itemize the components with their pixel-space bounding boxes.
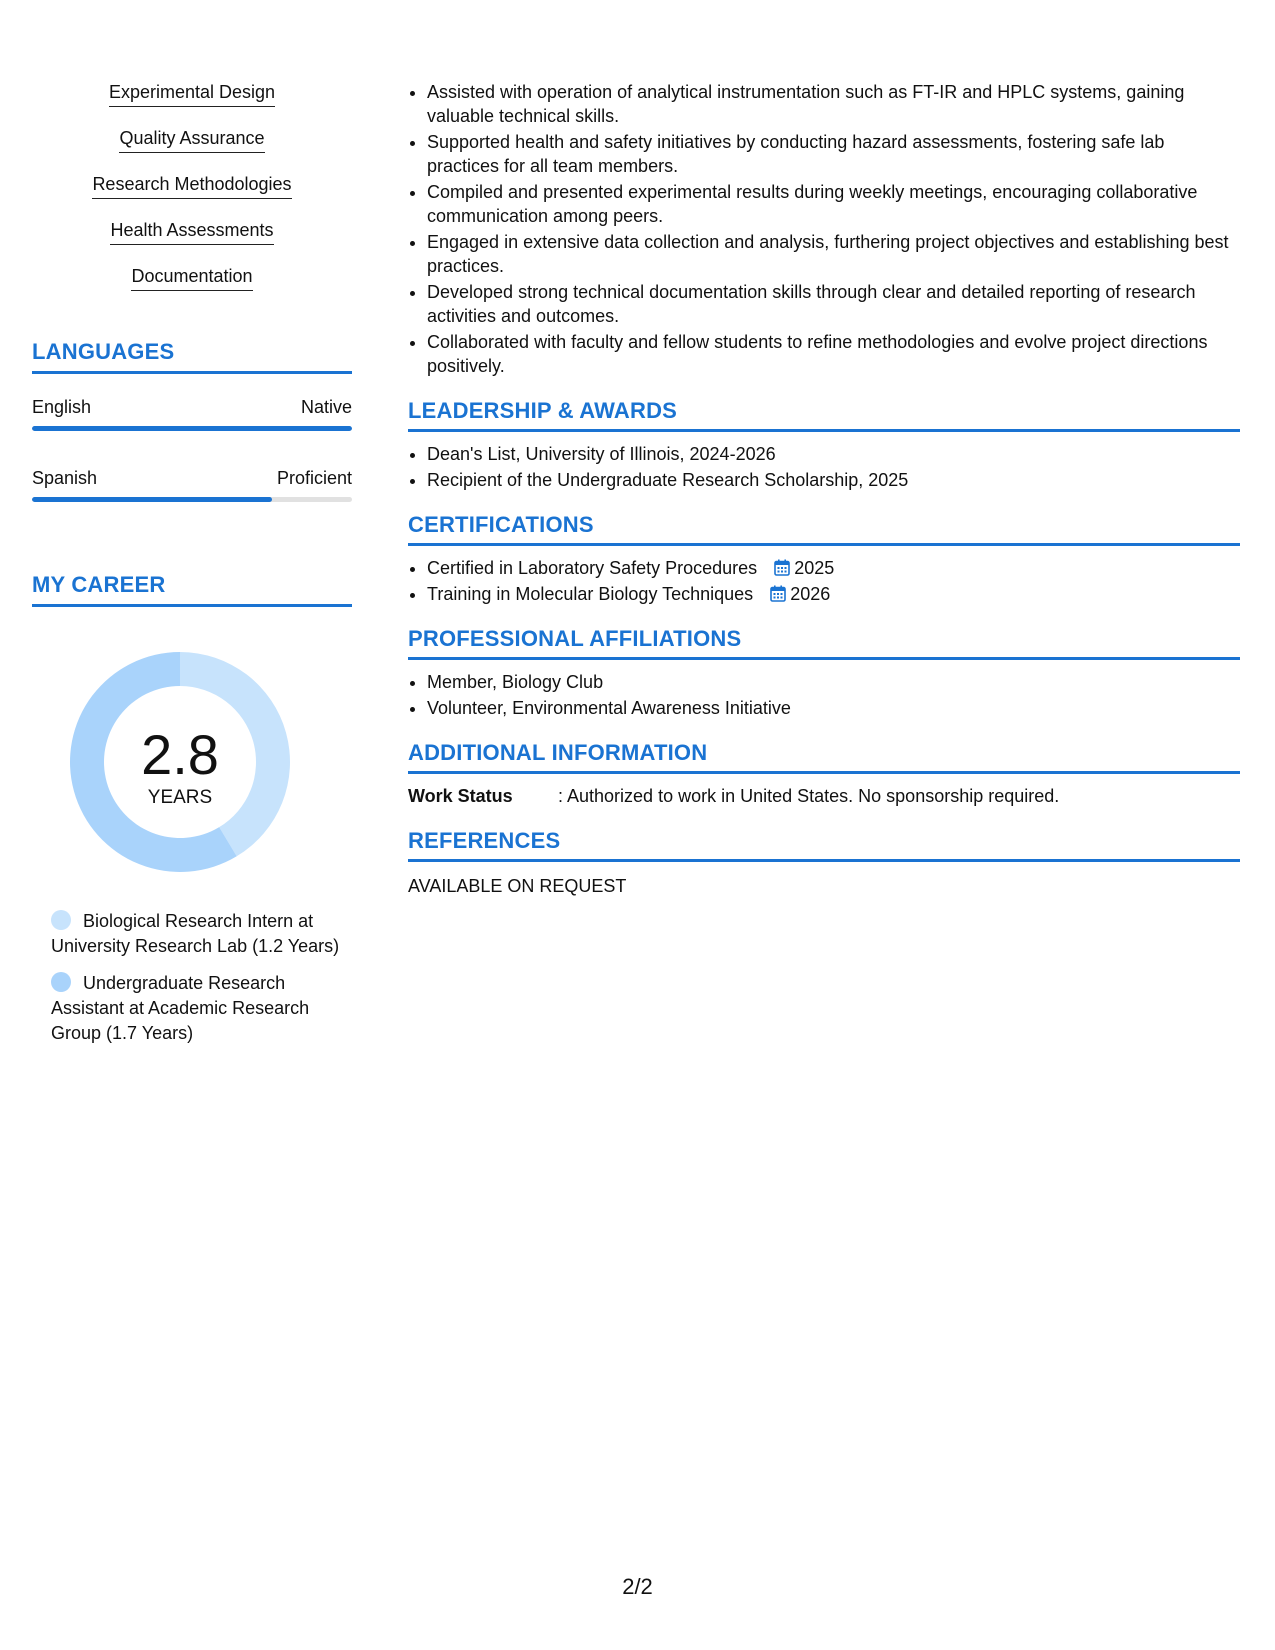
experience-bullets <box>408 80 1240 378</box>
skill-label: Quality Assurance <box>119 126 264 153</box>
career-unit: YEARS <box>147 787 213 808</box>
affiliation-item: • Member, Biology Club <box>427 670 1240 694</box>
leadership-item: • Recipient of the Undergraduate Research Scholarship, 2025 <box>427 468 1240 492</box>
experience-bullet: • Supported health and safety initiatives by conducting hazard assessments, fostering safe lab practices for all team members. <box>427 130 1240 178</box>
career-legend <box>32 909 352 1046</box>
skill-label: Experimental Design <box>109 80 275 107</box>
experience-bullet: • Engaged in extensive data collection and analysis, furthering project objectives and establishing best practices. <box>427 230 1240 278</box>
language-level: Native <box>300 397 352 417</box>
legend-dot <box>51 910 71 930</box>
career-total: 2.8 <box>141 723 219 786</box>
certification-item <box>427 556 1240 580</box>
legend-item <box>51 909 352 959</box>
legend-dot <box>51 972 71 992</box>
career-heading: MY CAREER <box>32 572 352 607</box>
language-level: Proficient <box>276 468 352 488</box>
certification-year: 2026 <box>790 584 831 604</box>
skill-label: Documentation <box>131 264 252 291</box>
work-status-row <box>408 784 1240 808</box>
certifications-heading: CERTIFICATIONS <box>408 512 1240 546</box>
certification-name: Certified in Laboratory Safety Procedures <box>427 558 758 578</box>
certifications-list <box>408 556 1240 606</box>
sidebar <box>32 80 352 1058</box>
work-status-value: : Authorized to work in United States. No sponsorship required. <box>558 786 1060 806</box>
language-bar-fill <box>32 426 352 431</box>
leadership-list <box>408 442 1240 492</box>
language-name: English <box>32 397 92 417</box>
main-content <box>408 80 1240 898</box>
language-row <box>32 396 352 431</box>
skill-label: Research Methodologies <box>92 172 291 199</box>
legend-label: Undergraduate Research Assistant at Academic Research Group (1.7 Years) <box>51 973 310 1043</box>
skills-list <box>32 80 352 291</box>
references-heading: REFERENCES <box>408 828 1240 862</box>
language-bar-fill <box>32 497 272 502</box>
skill-item <box>32 80 352 107</box>
certification-item <box>427 582 1240 606</box>
career-section <box>32 572 352 1046</box>
affiliations-list <box>408 670 1240 720</box>
legend-label: Biological Research Intern at University Research Lab (1.2 Years) <box>51 911 340 956</box>
languages-section <box>32 339 352 502</box>
experience-bullet: • Developed strong technical documentation skills through clear and detailed reporting of research activities and outcomes. <box>427 280 1240 328</box>
language-bar <box>32 497 352 502</box>
language-name: Spanish <box>32 468 98 488</box>
experience-bullet: • Assisted with operation of analytical instrumentation such as FT-IR and HPLC systems, gaining valuable technical skills. <box>427 80 1240 128</box>
legend-item <box>51 971 352 1046</box>
skill-item <box>32 172 352 199</box>
leadership-heading: LEADERSHIP & AWARDS <box>408 398 1240 432</box>
leadership-item: • Dean's List, University of Illinois, 2024-2026 <box>427 442 1240 466</box>
calendar-icon <box>774 559 790 576</box>
skill-item <box>32 264 352 291</box>
calendar-icon <box>770 585 786 602</box>
certification-name: Training in Molecular Biology Techniques <box>427 584 754 604</box>
language-row <box>32 467 352 502</box>
work-status-label: Work Status <box>408 786 513 806</box>
affiliations-heading: PROFESSIONAL AFFILIATIONS <box>408 626 1240 660</box>
skill-item <box>32 126 352 153</box>
career-donut-chart <box>67 649 293 875</box>
skill-label: Health Assessments <box>110 218 273 245</box>
references-text: AVAILABLE ON REQUEST <box>408 876 627 896</box>
experience-bullet: • Compiled and presented experimental results during weekly meetings, encouraging collaborative communication among peers. <box>427 180 1240 228</box>
affiliation-item: • Volunteer, Environmental Awareness Initiative <box>427 696 1240 720</box>
language-bar <box>32 426 352 431</box>
certification-year: 2025 <box>794 558 835 578</box>
languages-heading: LANGUAGES <box>32 339 352 374</box>
additional-info-heading: ADDITIONAL INFORMATION <box>408 740 1240 774</box>
skill-item <box>32 218 352 245</box>
page-number: 2/2 <box>622 1574 653 1599</box>
experience-bullet: • Collaborated with faculty and fellow students to refine methodologies and evolve project directions positively. <box>427 330 1240 378</box>
